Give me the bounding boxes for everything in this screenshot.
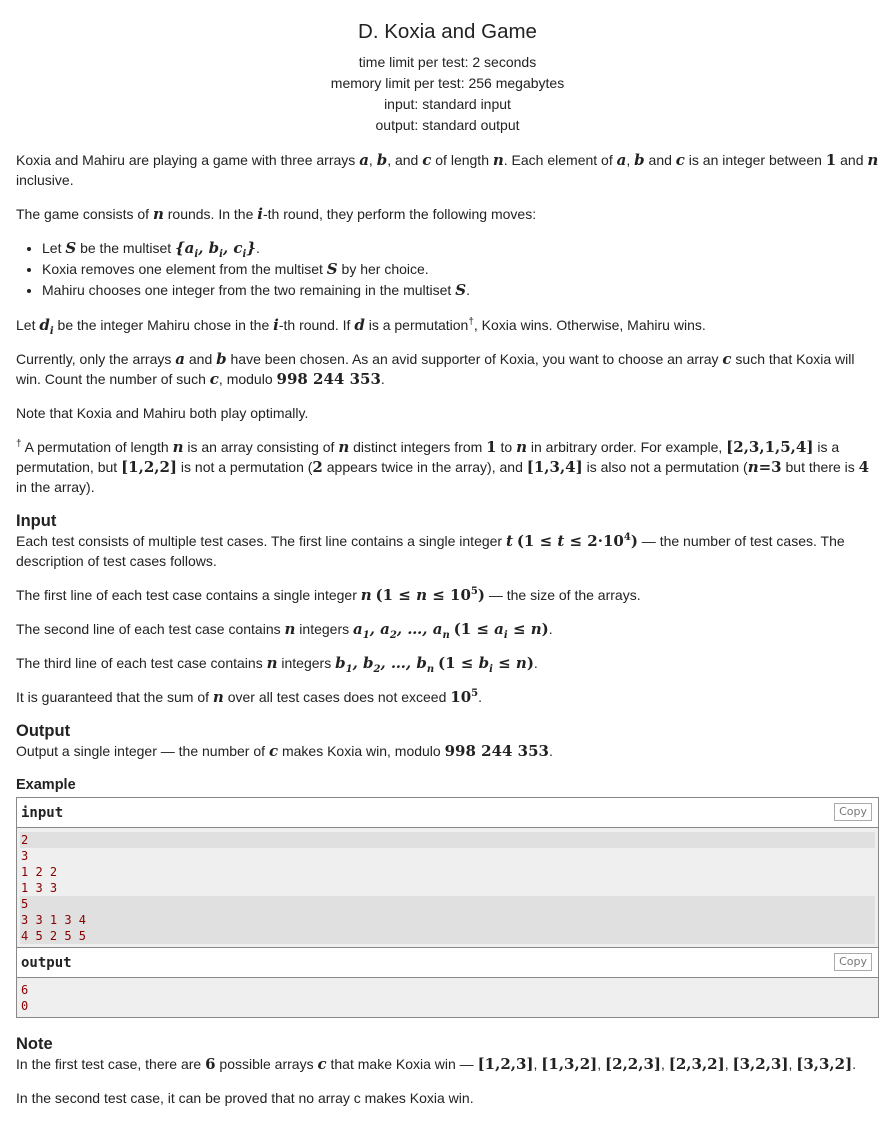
input-line: 3: [20, 848, 875, 864]
input-box-header: [17, 798, 878, 828]
input-paragraph-2: The first line of each test case contains a single integer n $(1 \le n \le 10^5)$ — the size of the arrays.: [16, 586, 641, 604]
statement-paragraph-5: Note that Koxia and Mahiru both play optimally.: [16, 405, 309, 421]
statement-paragraph-4: Currently, only the arrays a and b have been chosen. As an avid supporter of Koxia, you want to choose an array c such that Koxia will win. Count the number of such c, modulo 998 244 353.: [16, 350, 855, 388]
input-line: 5: [20, 896, 875, 912]
copy-input-button[interactable]: Copy: [834, 803, 872, 821]
memory-limit: memory limit per test: 256 megabytes: [330, 75, 565, 91]
problem-header: [16, 0, 879, 136]
input-paragraph-3: The second line of each test case contains n integers $a_1$, $a_2$, …, $a_n$ $(1 \le a_i \le n)$.: [16, 620, 553, 641]
input-box-body: [17, 828, 878, 948]
note-heading: Note: [16, 1035, 53, 1053]
output-heading: Output: [16, 722, 71, 740]
note-paragraph-2: In the second test case, it can be proved that no array c makes Koxia win.: [16, 1090, 474, 1106]
output-box-label: output: [21, 955, 72, 971]
input-line: 3 3 1 3 4: [20, 912, 875, 928]
statement: [16, 150, 879, 497]
input-line: 1 2 2: [20, 864, 875, 880]
list-item: • Koxia removes one element from the multiset S by her choice.: [42, 259, 879, 280]
input-line: 2: [20, 832, 875, 848]
output-box-header: [17, 948, 878, 978]
output-file: output: standard output: [375, 117, 520, 133]
copy-output-button[interactable]: Copy: [834, 953, 872, 971]
list-item: • Mahiru chooses one integer from the two remaining in the multiset S.: [42, 280, 879, 301]
statement-paragraph-1: Koxia and Mahiru are playing a game with three arrays a, b, and c of length n. Each element of a, b and c is an integer between 1 and n inclusive.: [16, 151, 879, 188]
output-line: 0: [20, 998, 875, 1014]
output-box-body: [17, 978, 878, 1017]
footnote: † A permutation of length n is an array consisting of n distinct integers from 1 to n in arbitrary order. For example, [2,3,1,5,4] is a permutation, but [1,2,2] is not a permutation (2 appears twice in the array), and [1,3,4] is also not a permutation (n=3 but there is 4 in the array).: [16, 438, 870, 495]
statement-paragraph-2: The game consists of n rounds. In the i-th round, they perform the following moves:: [16, 205, 537, 223]
example-heading: Example: [16, 777, 76, 793]
example-box: [16, 797, 879, 1018]
statement-paragraph-3: Let $d_i$ be the integer Mahiru chose in the i-th round. If d is a permutation†, Koxia wins. Otherwise, Mahiru wins.: [16, 316, 706, 337]
input-paragraph-1: Each test consists of multiple test cases. The first line contains a single integer t $(1 \le t \le 2\cdot 10^4)$ — the number of test cases. The description of test cases follows.: [16, 532, 845, 569]
list-item: • Let S be the multiset {$a_i$, $b_i$, $c_i$}.: [42, 238, 879, 259]
note-paragraph-1: In the first test case, there are 6 possible arrays c that make Koxia win — [1,2,3], [1,3,2], [2,2,3], [2,3,2], [3,2,3], [3,3,2].: [16, 1055, 857, 1073]
time-limit: time limit per test: 2 seconds: [358, 54, 537, 70]
input-paragraph-4: The third line of each test case contains n integers $b_1$, $b_2$, …, $b_n$ $(1 \le b_i \le n)$.: [16, 654, 538, 675]
input-paragraph-5: It is guaranteed that the sum of n over all test cases does not exceed $10^5$.: [16, 688, 483, 706]
output-paragraph: Output a single integer — the number of c makes Koxia win, modulo 998 244 353.: [16, 742, 553, 760]
input-line: 1 3 3: [20, 880, 875, 896]
input-line: 4 5 2 5 5: [20, 928, 875, 944]
output-line: 6: [20, 982, 875, 998]
moves-list: [16, 238, 879, 301]
problem-title: D. Koxia and Game: [358, 20, 537, 43]
input-box-label: input: [21, 805, 64, 821]
input-file: input: standard input: [384, 96, 511, 112]
input-heading: Input: [16, 512, 57, 530]
